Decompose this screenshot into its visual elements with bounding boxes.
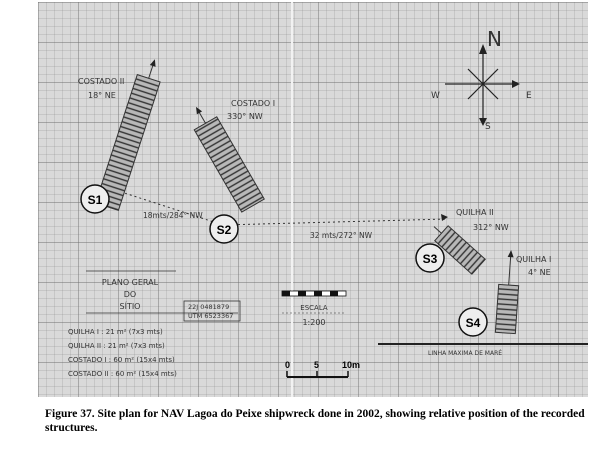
costado-ii-bearing: 18° NE [88, 91, 116, 100]
compass-south-label: S [485, 122, 491, 132]
quilha-ii-label: QUILHA II [456, 208, 494, 217]
scale-ratio: 1:200 [302, 318, 326, 327]
scale-tick-10: 10m [342, 360, 361, 370]
compass-east-label: E [526, 91, 532, 101]
costado-i-label: COSTADO I [231, 99, 276, 108]
title-line-1: PLANO GERAL [101, 278, 159, 287]
structure-marker-s4 [459, 308, 487, 336]
site-plan-drawing [38, 2, 588, 397]
svg-text:S2: S2 [216, 223, 232, 237]
legend-item: QUILHA I : 21 m² (7x3 mts) [68, 328, 163, 336]
quilha-i-bearing: 4° NE [528, 268, 551, 277]
costado-i-bearing: 330° NW [227, 112, 263, 121]
title-line-2: DO [123, 290, 137, 299]
compass-west-label: W [431, 91, 440, 101]
site-plan-figure [38, 2, 588, 397]
utm-easting: 22J 0481879 [188, 303, 230, 311]
title-line-3: SÍTIO [119, 302, 141, 311]
scale-title: ESCALA [300, 304, 328, 312]
structure-marker-s3 [416, 244, 444, 272]
quilha-ii-bearing: 312° NW [473, 223, 509, 232]
distance-s1-s2-label: 18mts/284° NW [143, 211, 203, 220]
scale-tick-0: 0 [285, 360, 291, 370]
legend-item: COSTADO I : 60 m² (15x4 mts) [68, 356, 175, 364]
svg-text:S1: S1 [87, 193, 103, 207]
costado-ii-label: COSTADO II [78, 77, 125, 86]
scale-tick-5: 5 [314, 360, 320, 370]
structure-marker-s2 [210, 215, 238, 243]
legend-item: COSTADO II : 60 m² (15x4 mts) [68, 370, 177, 378]
svg-text:S3: S3 [422, 252, 438, 266]
figure-caption: Figure 37. Site plan for NAV Lagoa do Peixe shipwreck done in 2002, showing relative position of the recorded structures. [45, 408, 585, 434]
distance-s2-s3-label: 32 mts/272° NW [310, 231, 373, 240]
legend-item: QUILHA II : 21 m² (7x3 mts) [68, 342, 165, 350]
quilha-i-label: QUILHA I [516, 255, 552, 264]
structure-marker-s1 [81, 185, 109, 213]
svg-text:S4: S4 [465, 316, 481, 330]
compass-north-label: N [487, 27, 502, 51]
tide-line-label: LINHA MAXIMA DE MARÉ [428, 350, 503, 357]
utm-northing: UTM 6523367 [188, 312, 234, 320]
